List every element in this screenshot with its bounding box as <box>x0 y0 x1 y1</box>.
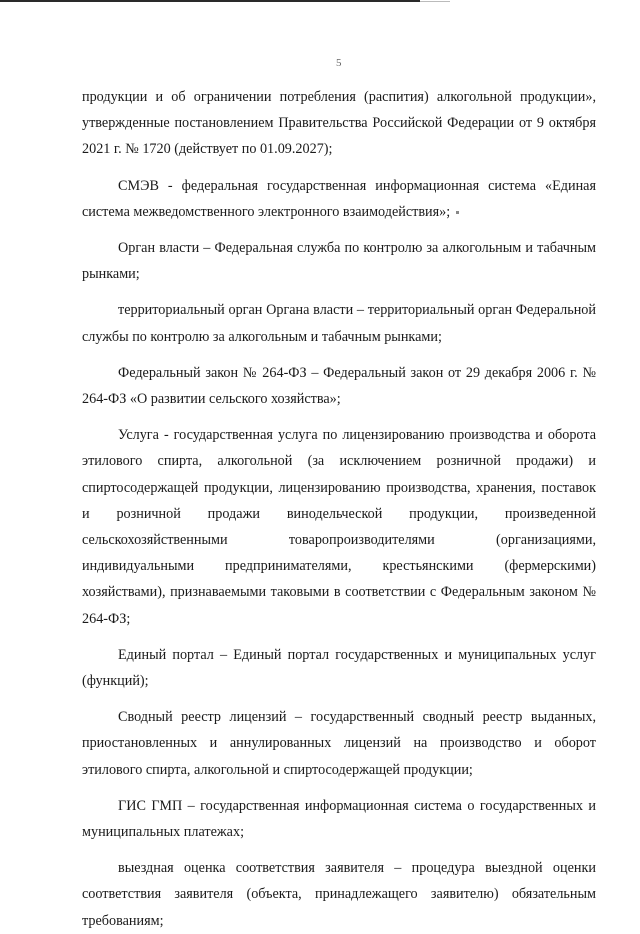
paragraph-edinyi-portal: Единый портал – Единый портал государственных и муниципальных услуг (функций); <box>82 646 596 690</box>
top-rule <box>0 0 420 2</box>
paragraph-intro: продукции и об ограничении потребления (распития) алкогольной продукции», утвержденные постановлением Правительства Российской Федерации от 9 октября 2021 г. № 1720 (действует по 01.09.2027); <box>82 89 596 158</box>
top-rule-faint <box>420 1 450 2</box>
paragraph-usluga: Услуга - государственная услуга по лицензированию производства и оборота этилового спирта, алкогольной (за исключением розничной продажи) и спиртосодержащей продукции, лицензированию производства, хранения, поставок и розничной продажи винодельческой продукции, произведенной сельскохозяйственными товаропроизводителями (организациями, индивидуальными предпринимателями, крестьянскими (фермерскими) хозяйствами), признаваемыми таковыми в соответствии с Федеральным законом № 264-ФЗ; <box>82 427 596 627</box>
paragraph-smev <box>82 173 596 225</box>
paragraph-organ-vlasti: Орган власти – Федеральная служба по контролю за алкогольным и табачным рынками; <box>82 240 596 283</box>
paragraph-gis-gmp: ГИС ГМП – государственная информационная система о государственных и муниципальных платежах; <box>82 797 596 841</box>
page-number: 5 <box>336 57 342 69</box>
paragraph-federal-law: Федеральный закон № 264-ФЗ – Федеральный закон от 29 декабря 2006 г. № 264-ФЗ «О развитии сельского хозяйства»; <box>82 364 596 408</box>
stray-mark <box>456 211 459 214</box>
paragraph-smev-text: СМЭВ - федеральная государственная информационная система «Единая система межведомственного электронного взаимодействия»; <box>82 177 596 220</box>
paragraph-territorial-organ: территориальный орган Органа власти – территориальный орган Федеральной службы по контролю за алкогольным и табачным рынками; <box>82 302 596 345</box>
paragraph-vyezdnaya-ocenka: выездная оценка соответствия заявителя – процедура выездной оценки соответствия заявителя (объекта, принадлежащего заявителю) обязательным требованиям; <box>82 860 596 929</box>
paragraph-svodnyi-reestr: Сводный реестр лицензий – государственный сводный реестр выданных, приостановленных и аннулированных лицензий на производство и оборот этилового спирта, алкогольной и спиртосодержащей продукции; <box>82 709 596 778</box>
document-body <box>82 84 596 934</box>
